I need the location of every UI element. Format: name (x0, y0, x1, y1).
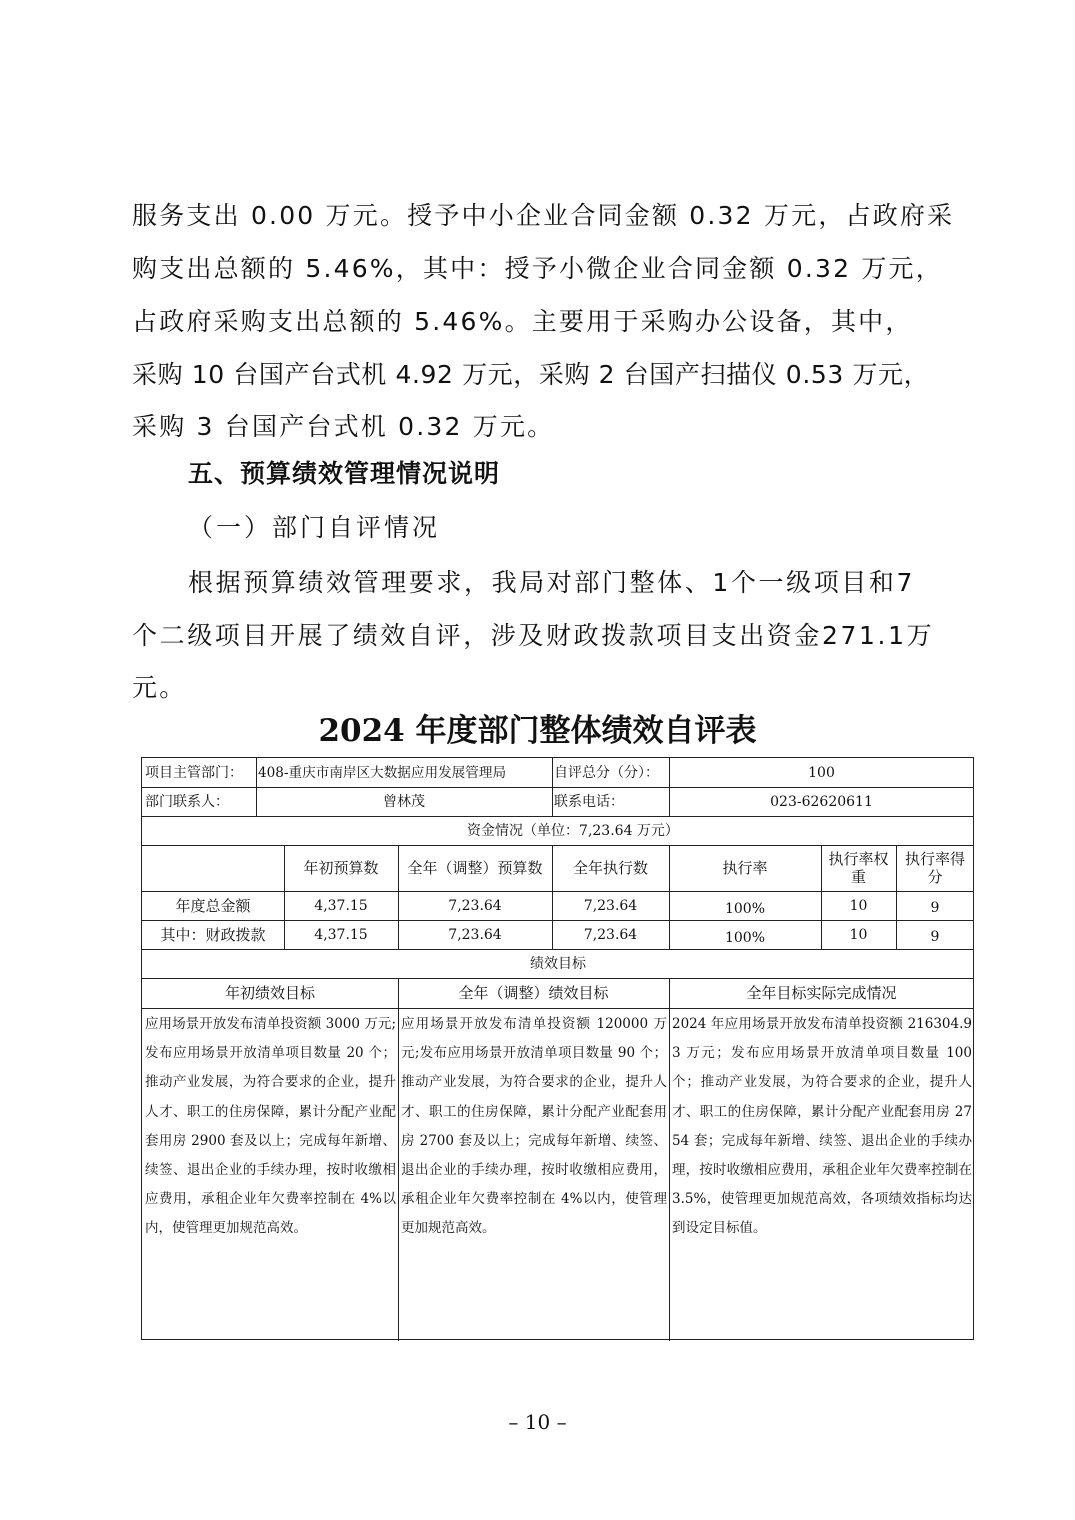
dept-value: 408-重庆市南岸区大数据应用发展管理局 (258, 764, 507, 781)
body-line: 根据预算绩效管理要求，我局对部门整体、1个一级项目和7 (188, 568, 916, 597)
funds-header: 执行率 (722, 859, 768, 877)
funds-cell: 10 (849, 897, 868, 914)
body-line: 元。 (132, 673, 187, 702)
performance-header: 年初绩效目标 (224, 984, 315, 1002)
self-evaluation-table (141, 757, 974, 1340)
performance-header: 全年目标实际完成情况 (746, 984, 897, 1002)
performance-title: 绩效目标 (530, 955, 586, 972)
subsection-heading: （一）部门自评情况 (188, 513, 441, 542)
funds-row-label: 其中：财政拨款 (160, 925, 266, 944)
funds-cell: 10 (849, 926, 868, 943)
funds-header (142, 845, 284, 891)
body-line: 个二级项目开展了绩效自评，涉及财政拨款项目支出资金271.1万 (132, 621, 935, 650)
performance-header: 全年（调整）绩效目标 (458, 984, 609, 1002)
page-number: – 10 – (508, 1410, 567, 1434)
funds-header: 执行率权重 (828, 850, 889, 886)
body-line: 购支出总额的 5.46%，其中：授予小微企业合同金额 0.32 万元， (132, 254, 943, 283)
section-heading: 五、预算绩效管理情况说明 (188, 459, 501, 488)
funds-header: 执行率得分 (904, 850, 965, 886)
funds-cell: 9 (930, 928, 940, 945)
contact-value: 曾林茂 (383, 793, 425, 810)
actual-completion-text: 2024 年应用场景开放发布清单投资额 216304.93 万元；发布应用场景开放清单项目数量 100 个；推动产业发展，为符合要求的企业，提升人才、职工的住房保障，累计分配产业配套用房 2754 套；完成每年新增、续签、退出企业的手续办理，按时收缴相应费用，承租企业年欠费率控制在 3.5%，使管理更加规范高效，各项绩效指标均达到设定目标值。 (672, 1016, 972, 1237)
funds-title: 资金情况（单位：7,23.64 万元） (467, 822, 679, 839)
score-label: 自评总分（分）： (554, 764, 659, 781)
funds-cell: 100% (724, 929, 766, 946)
table-title: 2024 年度部门整体绩效自评表 (318, 713, 757, 749)
adjusted-goal-text: 应用场景开放发布清单投资额 120000 万元;发布应用场景开放清单项目数量 90 个；推动产业发展，为符合要求的企业，提升人才、职工的住房保障，累计分配产业配套用房 2700 套及以上；完成每年新增、续签、退出企业的手续办理，按时收缴相应费用，承租企业年欠费率控制在 4%以内，使管理更加规范高效。 (401, 1016, 667, 1237)
phone-value: 023-62620611 (770, 793, 873, 810)
funds-cell: 7,23.64 (583, 897, 638, 914)
funds-cell: 9 (930, 899, 940, 916)
phone-label: 联系电话： (554, 793, 624, 810)
funds-cell: 100% (724, 900, 766, 917)
body-line: 采购 10 台国产台式机 4.92 万元，采购 2 台国产扫描仪 0.53 万元， (132, 360, 930, 389)
body-line: 服务支出 0.00 万元。授予中小企业合同金额 0.32 万元，占政府采 (132, 201, 955, 230)
funds-cell: 7,23.64 (448, 897, 502, 914)
funds-cell: 4,37.15 (314, 897, 368, 914)
funds-cell: 7,23.64 (448, 926, 502, 943)
funds-row-label: 年度总金额 (175, 896, 251, 915)
funds-header: 全年（调整）预算数 (407, 859, 543, 877)
contact-label: 部门联系人： (145, 793, 229, 810)
body-line: 采购 3 台国产台式机 0.32 万元。 (132, 412, 555, 441)
dept-label: 项目主管部门： (145, 764, 243, 781)
score-value: 100 (808, 764, 835, 781)
funds-header: 全年执行数 (572, 859, 648, 877)
funds-cell: 7,23.64 (583, 926, 638, 943)
funds-cell: 4,37.15 (314, 926, 368, 943)
initial-goal-text: 应用场景开放发布清单投资额 3000 万元;发布应用场景开放清单项目数量 20 个；推动产业发展，为符合要求的企业，提升人才、职工的住房保障，累计分配产业配套用房 2900 套及以上；完成每年新增、续签、退出企业的手续办理，按时收缴相应费用，承租企业年欠费率控制在 4%以内，使管理更加规范高效。 (145, 1016, 396, 1237)
funds-header: 年初预算数 (303, 859, 379, 877)
body-line: 占政府采购支出总额的 5.46%。主要用于采购办公设备，其中， (132, 307, 913, 336)
